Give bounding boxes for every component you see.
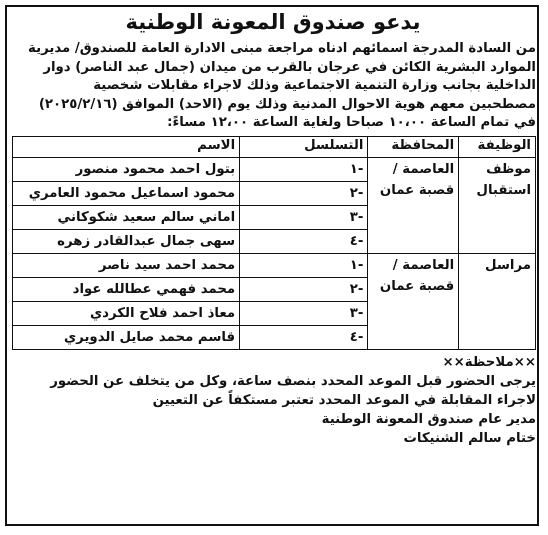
sequence-cell: -١ (240, 253, 368, 277)
name-cell: محمود اسماعيل محمود العامري (13, 181, 240, 205)
notes-section (10, 353, 536, 448)
name-cell: قاسم محمد صايل الدويري (13, 325, 240, 349)
job-cell: مراسل (459, 253, 536, 349)
signature-title: مدير عام صندوق المعونة الوطنية (321, 411, 536, 427)
sequence-cell: -٣ (240, 301, 368, 325)
intro-paragraph (10, 40, 536, 133)
notes-line: يرجى الحضور قبل الموعد المحدد بنصف ساعة، وكل من يتخلف عن الحضور (50, 373, 536, 389)
name-cell: بتول احمد محمود منصور (13, 157, 240, 181)
candidates-table (12, 136, 536, 350)
intro-line: في تمام الساعة ١٠،٠٠ صباحا ولغاية الساعة ١٢،٠٠ مساءً: (167, 115, 536, 131)
intro-line: من السادة المدرجة اسمائهم ادناه مراجعة مبنى الادارة العامة للصندوق/ مديرية (28, 41, 536, 56)
intro-line: الداخلية بجانب وزارة التنمية الاجتماعية وذلك لاجراء مقابلات شخصية (93, 78, 536, 94)
signature-name: ختام سالم الشنيكات (403, 430, 536, 446)
announcement (10, 8, 536, 448)
name-cell: محمد احمد سيد ناصر (13, 253, 240, 277)
intro-line: مصطحبين معهم هوية الاحوال المدنية وذلك يوم (الاحد) الموافق (٢٠٢٥/٢/١٦) (38, 96, 536, 112)
sequence-cell: -٣ (240, 205, 368, 229)
governorate-cell: العاصمة / قصبة عمان (368, 157, 459, 253)
sequence-cell: -٤ (240, 229, 368, 253)
sequence-cell: -١ (240, 157, 368, 181)
intro-line: الموارد البشرية الكائن في عرجان بالقرب من ميدان (جمال عبد الناصر) دوار (43, 59, 536, 75)
table-header-row (13, 136, 536, 157)
name-cell: محمد فهمي عطالله عواد (13, 277, 240, 301)
name-cell: اماني سالم سعيد شكوكاني (13, 205, 240, 229)
sequence-cell: -٢ (240, 277, 368, 301)
table-row (13, 157, 536, 181)
sequence-cell: -٢ (240, 181, 368, 205)
notes-heading: ××ملاحظة×× (442, 354, 536, 370)
job-cell: موظف استقبال (459, 157, 536, 253)
announcement-title: يدعو صندوق المعونة الوطنية (125, 10, 421, 34)
header-job: الوظيفة (459, 136, 536, 157)
header-sequence: التسلسل (240, 136, 368, 157)
governorate-cell: العاصمة / قصبة عمان (368, 253, 459, 349)
header-name: الاسم (13, 136, 240, 157)
name-cell: سهى جمال عبدالقادر زهره (13, 229, 240, 253)
header-governorate: المحافظة (368, 136, 459, 157)
table-row (13, 253, 536, 277)
notes-line: لاجراء المقابلة في الموعد المحدد تعتبر مستكفاً عن التعيين (152, 392, 536, 408)
name-cell: معاذ احمد فلاح الكردي (13, 301, 240, 325)
sequence-cell: -٤ (240, 325, 368, 349)
